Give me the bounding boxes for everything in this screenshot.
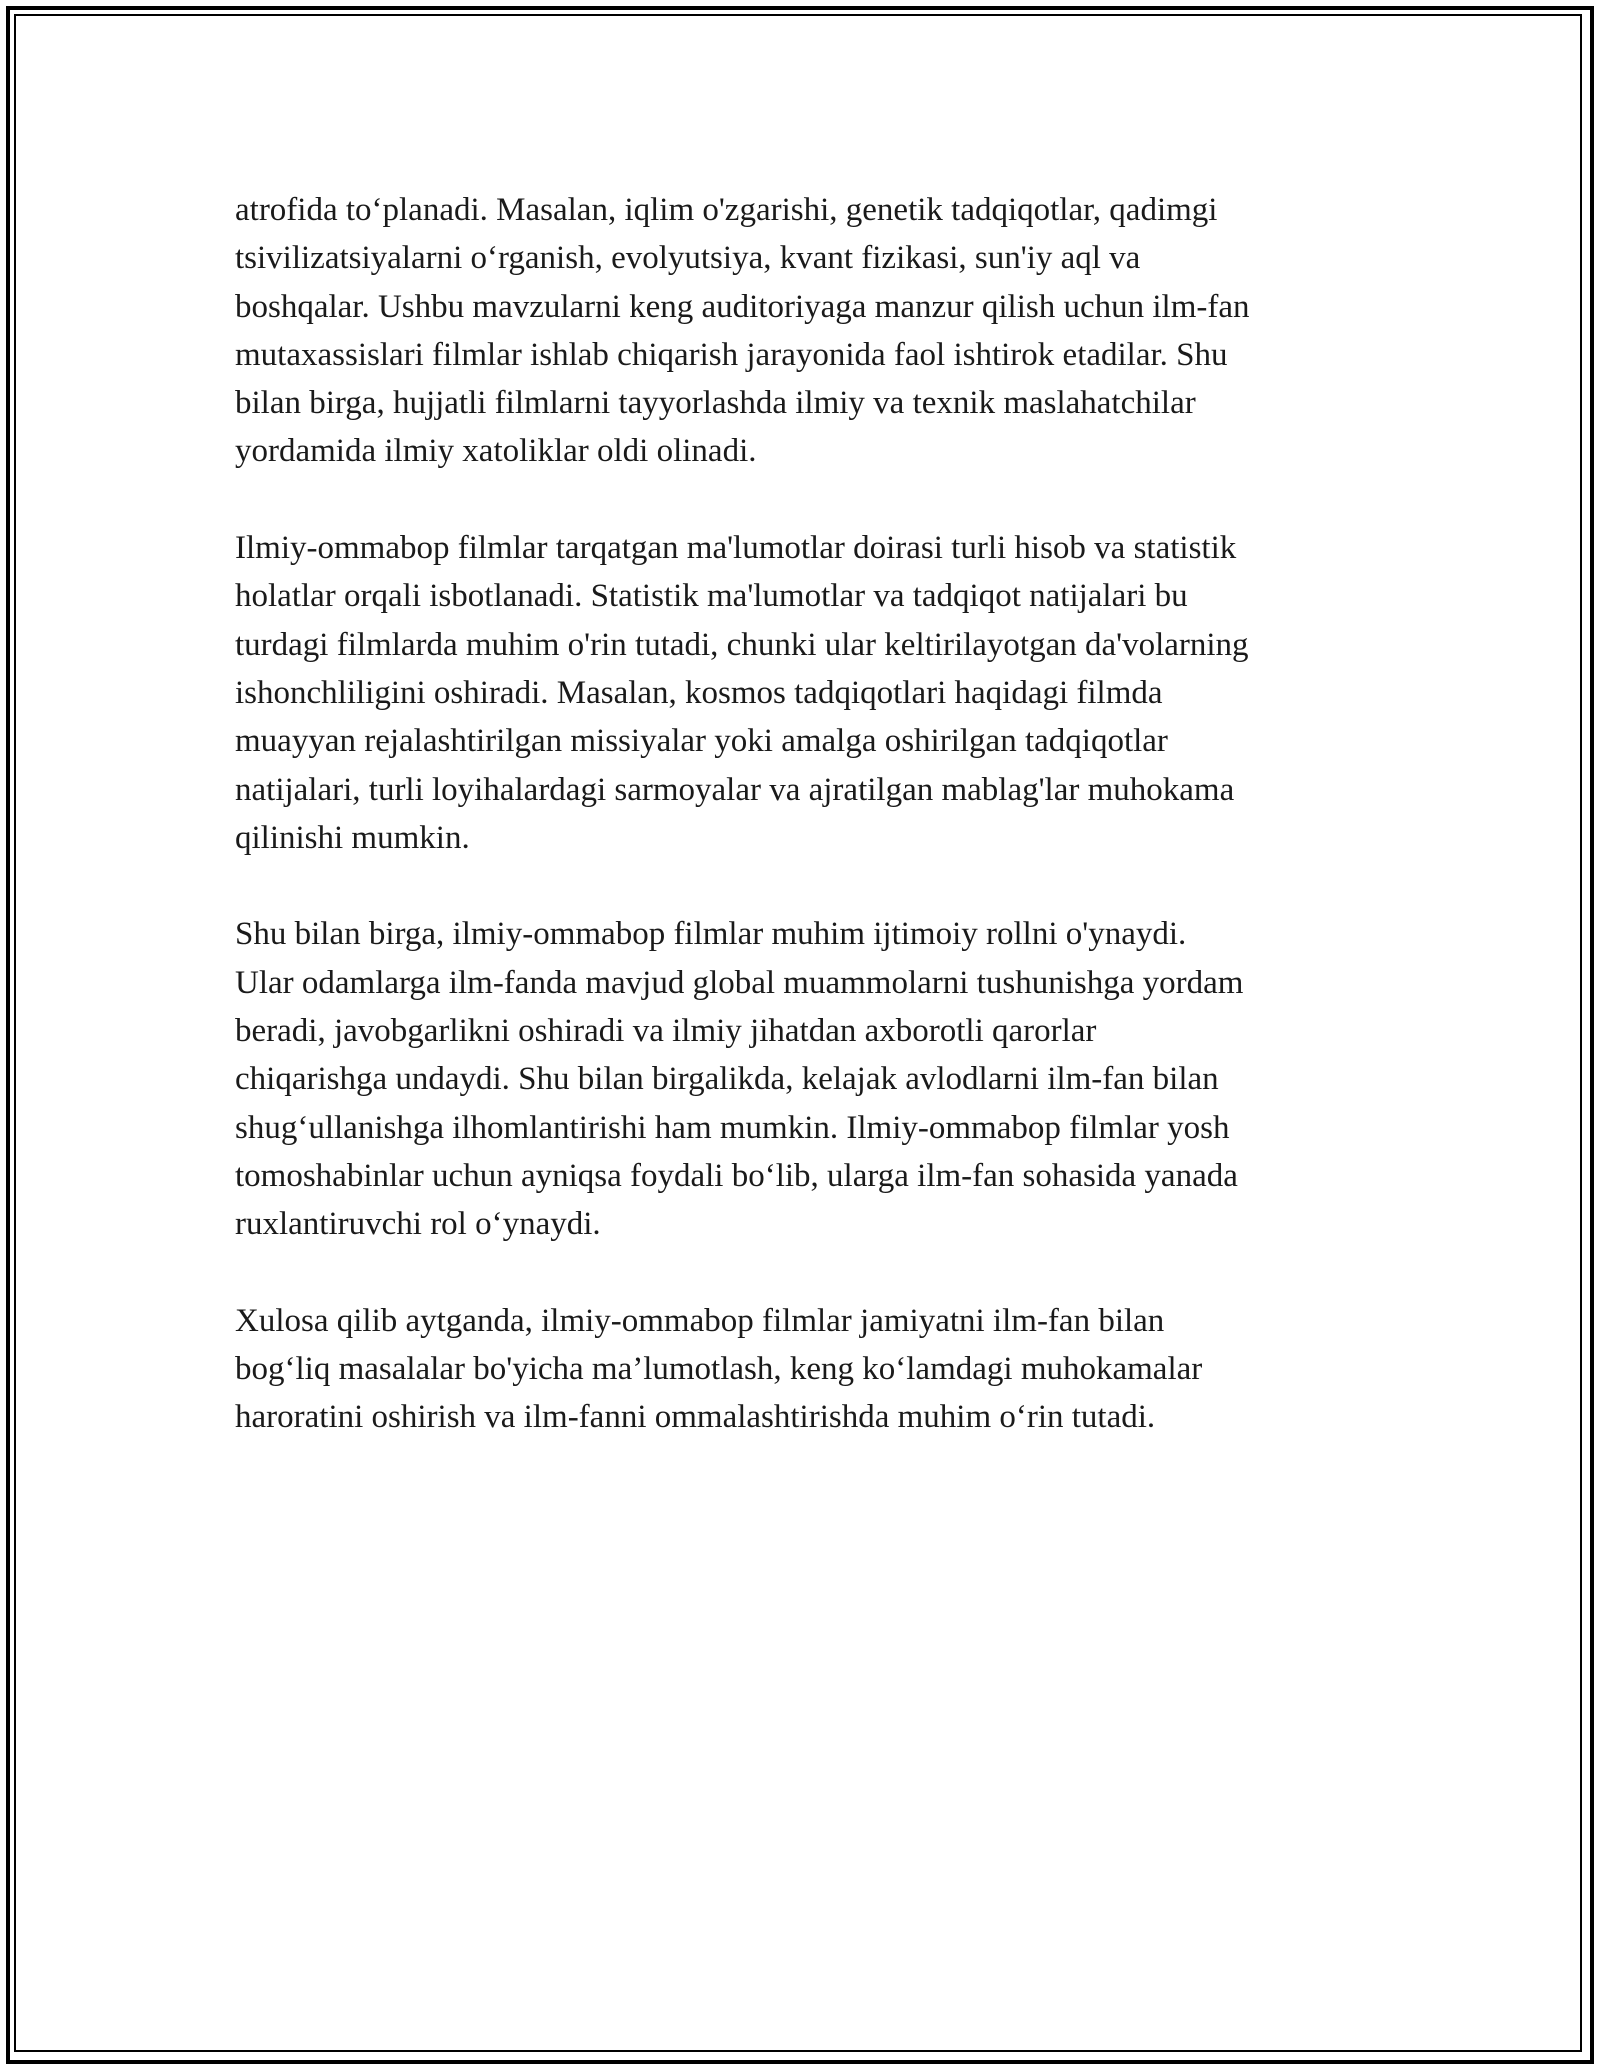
text-line: yordamida ilmiy xatoliklar oldi olinadi. bbox=[235, 433, 757, 470]
text-line: qilinishi mumkin. bbox=[235, 819, 470, 856]
text-line: beradi, javobgarlikni oshiradi va ilmiy jihatdan axborotli qarorlar bbox=[235, 1013, 1097, 1050]
text-line: bilan birga, hujjatli filmlarni tayyorlashda ilmiy va texnik maslahatchilar bbox=[235, 385, 1196, 422]
text-line: ishonchliligini oshiradi. Masalan, kosmos tadqiqotlari haqidagi filmda bbox=[235, 674, 1163, 711]
text-line: ruxlantiruvchi rol o‘ynaydi. bbox=[235, 1206, 601, 1243]
text-line: Shu bilan birga, ilmiy-ommabop filmlar muhim ijtimoiy rollni o'ynaydi. bbox=[235, 916, 1187, 953]
paragraph bbox=[235, 910, 1415, 1248]
text-line: boshqalar. Ushbu mavzularni keng auditoriyaga manzur qilish uchun ilm-fan bbox=[235, 288, 1250, 325]
text-line: haroratini oshirish va ilm-fanni ommalashtirishda muhim o‘rin tutadi. bbox=[235, 1399, 1156, 1436]
text-line: shug‘ullanishga ilhomlantirishi ham mumkin. Ilmiy-ommabop filmlar yosh bbox=[235, 1109, 1230, 1146]
document-body bbox=[235, 186, 1415, 1490]
paragraph bbox=[235, 524, 1415, 862]
text-line: Ilmiy-ommabop filmlar tarqatgan ma'lumotlar doirasi turli hisob va statistik bbox=[235, 530, 1237, 567]
text-line: turdagi filmlarda muhim o'rin tutadi, chunki ular keltirilayotgan da'volarning bbox=[235, 626, 1249, 663]
text-line: tomoshabinlar uchun ayniqsa foydali bo‘lib, ularga ilm-fan sohasida yanada bbox=[235, 1157, 1238, 1194]
text-line: mutaxassislari filmlar ishlab chiqarish jarayonida faol ishtirok etadilar. Shu bbox=[235, 336, 1228, 373]
paragraph bbox=[235, 1297, 1415, 1442]
text-line: bog‘liq masalalar bo'yicha ma’lumotlash, keng ko‘lamdagi muhokamalar bbox=[235, 1351, 1203, 1388]
text-line: natijalari, turli loyihalardagi sarmoyalar va ajratilgan mablag'lar muhokama bbox=[235, 771, 1235, 808]
text-line: holatlar orqali isbotlanadi. Statistik ma'lumotlar va tadqiqot natijalari bu bbox=[235, 578, 1188, 615]
text-line: tsivilizatsiyalarni o‘rganish, evolyutsiya, kvant fizikasi, sun'iy aql va bbox=[235, 240, 1141, 277]
text-line: Ular odamlarga ilm-fanda mavjud global muammolarni tushunishga yordam bbox=[235, 964, 1244, 1001]
paragraph bbox=[235, 186, 1415, 476]
text-line: chiqarishga undaydi. Shu bilan birgalikda, kelajak avlodlarni ilm-fan bilan bbox=[235, 1061, 1219, 1098]
text-line: Xulosa qilib aytganda, ilmiy-ommabop filmlar jamiyatni ilm-fan bilan bbox=[235, 1302, 1165, 1339]
text-line: muayyan rejalashtirilgan missiyalar yoki amalga oshirilgan tadqiqotlar bbox=[235, 723, 1168, 760]
text-line: atrofida to‘planadi. Masalan, iqlim o'zgarishi, genetik tadqiqotlar, qadimgi bbox=[235, 192, 1218, 228]
